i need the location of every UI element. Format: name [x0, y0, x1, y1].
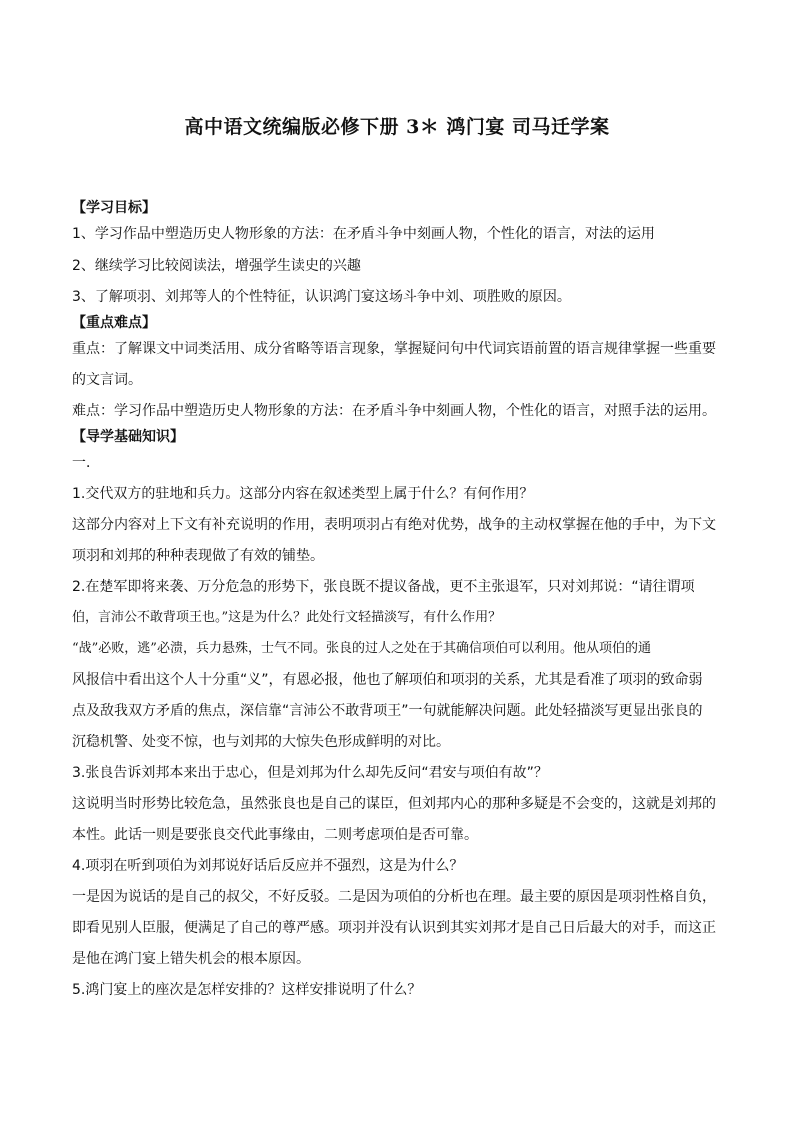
section-heading-basics: 【导学基础知识】 [72, 429, 184, 445]
question-2-cont: 伯，言沛公不敢背项王也。”这是为什么？此处行文轻描淡写，有什么作用？ [72, 610, 502, 625]
answer-2-cont-3: 沉稳机警、处变不惊，也与刘邦的大惊失色形成鲜明的对比。 [72, 734, 450, 750]
answer-1-cont: 项羽和刘邦的种种表现做了有效的铺垫。 [72, 548, 324, 564]
question-5: 5.鸿门宴上的座次是怎样安排的？这样安排说明了什么？ [72, 982, 422, 998]
goal-item-2: 2、继续学习比较阅读法，增强学生读史的兴趣 [72, 258, 361, 274]
question-4: 4.项羽在听到项伯为刘邦说好话后反应并不强烈，这是为什么？ [72, 858, 464, 874]
question-2: 2.在楚军即将来袭、万分危急的形势下，张良既不提议备战，更不主张退军，只对刘邦说：“请往谓项 [72, 579, 695, 595]
section-heading-learning-goals: 【学习目标】 [72, 200, 156, 216]
answer-2: “战”必败，逃”必溃，兵力悬殊，士气不同。张良的过人之处在于其确信项伯可以利用。他从项伯的通 [72, 641, 651, 656]
answer-2-cont-2: 点及敌我双方矛盾的焦点，深信靠“言沛公不敢背项王”一句就能解决问题。此处轻描淡写更显出张良的 [72, 703, 703, 719]
part-number: 一． [72, 455, 100, 471]
answer-4: 一是因为说话的是自己的叔父，不好反驳。二是因为项伯的分析也在理。最主要的原因是项羽性格自负， [72, 889, 716, 905]
key-point-text: 重点：了解课文中词类活用、成分省略等语言现象，掌握疑问句中代词宾语前置的语言规律掌握一些重要 [72, 341, 716, 357]
question-3: 3.张良告诉刘邦本来出于忠心，但是刘邦为什么却先反问“君安与项伯有故”？ [72, 765, 548, 781]
answer-1: 这部分内容对上下文有补充说明的作用，表明项羽占有绝对优势，战争的主动权掌握在他的手中，为下文 [72, 517, 716, 533]
section-heading-key-points: 【重点难点】 [72, 315, 156, 331]
goal-item-1: 1、学习作品中塑造历史人物形象的方法：在矛盾斗争中刻画人物，个性化的语言，对法的运用 [72, 226, 655, 242]
page-title: 高中语文统编版必修下册 3＊ 鸿门宴 司马迁学案 [184, 116, 610, 138]
key-point-text-cont: 的文言词。 [72, 372, 142, 388]
difficulty-text: 难点：学习作品中塑造历史人物形象的方法：在矛盾斗争中刻画人物，个性化的语言，对照手法的运用。 [72, 403, 716, 419]
answer-4-cont-2: 是他在鸿门宴上错失机会的根本原因。 [72, 951, 310, 967]
answer-3-cont: 本性。此话一则是要张良交代此事缘由，二则考虑项伯是否可靠。 [72, 827, 478, 843]
goal-item-3: 3、了解项羽、刘邦等人的个性特征，认识鸿门宴这场斗争中刘、项胜败的原因。 [72, 289, 571, 305]
answer-4-cont-1: 即看见别人臣服，便满足了自己的尊严感。项羽并没有认识到其实刘邦才是自己日后最大的对手，而这正 [72, 920, 716, 936]
question-1: 1.交代双方的驻地和兵力。这部分内容在叙述类型上属于什么？有何作用？ [72, 486, 534, 502]
answer-3: 这说明当时形势比较危急，虽然张良也是自己的谋臣，但刘邦内心的那种多疑是不会变的，这就是刘邦的 [72, 796, 716, 812]
answer-2-cont-1: 风报信中看出这个人十分重“义”，有恩必报，他也了解项伯和项羽的关系，尤其是看准了项羽的致命弱 [72, 672, 703, 688]
